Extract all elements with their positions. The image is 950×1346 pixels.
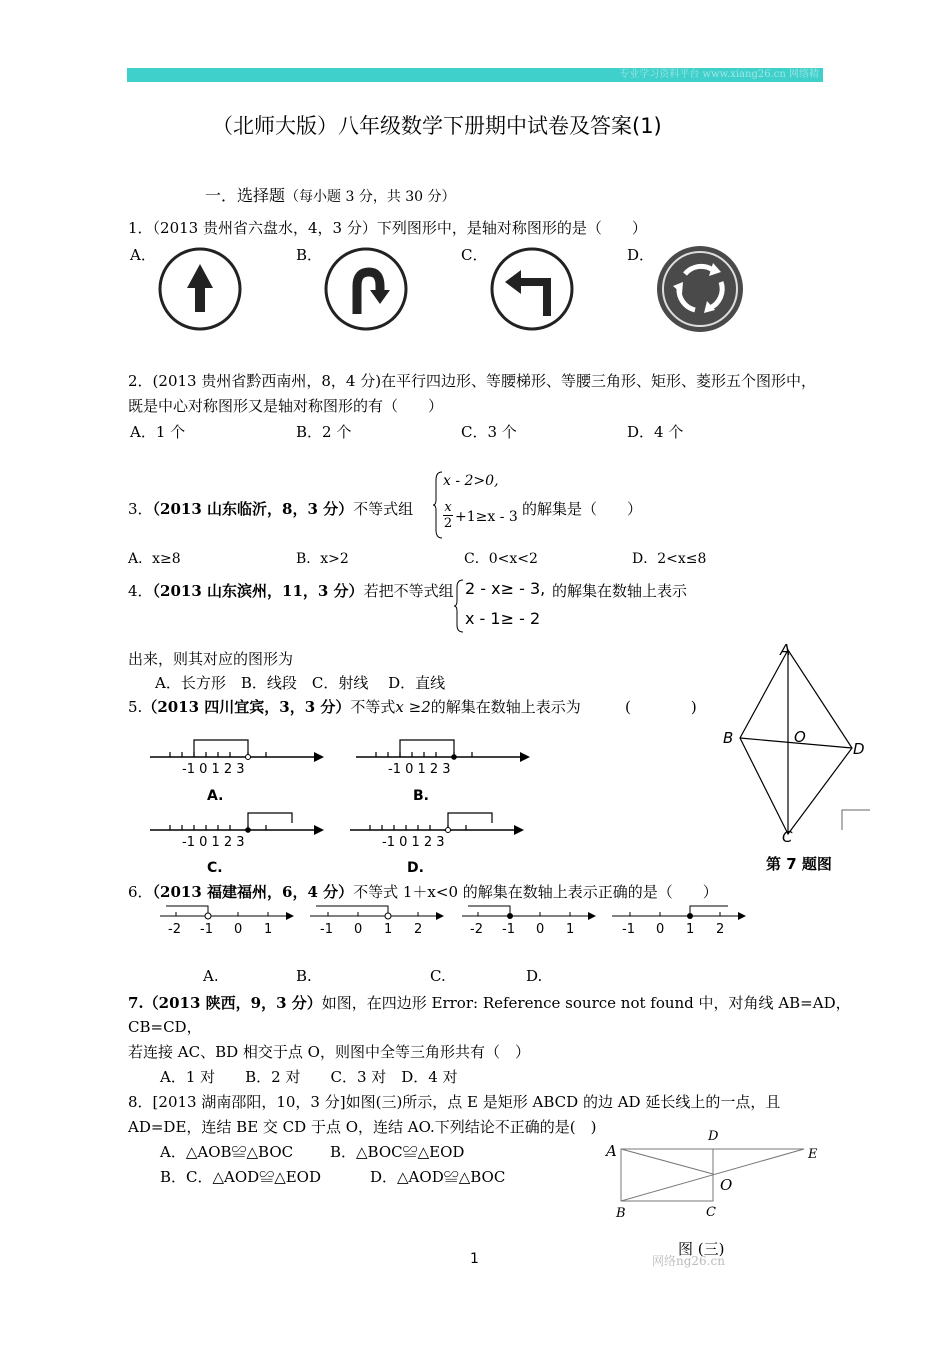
q2-line1: 2．(2013 贵州省黔西南州，8，4 分)在平行四边形、等腰梯形、等腰三角形、矩形、菱形五个图形中， bbox=[128, 372, 817, 390]
q6-label-b: B. bbox=[296, 967, 312, 985]
q8-option-a: A．△AOB≌△BOC bbox=[160, 1143, 294, 1161]
q3-option-b: B．x>2 bbox=[296, 551, 349, 567]
q2-option-c: C．3 个 bbox=[461, 423, 517, 441]
q2-line2: 既是中心对称图形又是轴对称图形的有（ ） bbox=[128, 397, 444, 415]
q4-stem bbox=[128, 580, 454, 601]
q5-source: （2013 四川宜宾，3，3 分） bbox=[142, 698, 351, 716]
q6-d-tick-2: 0 bbox=[656, 922, 665, 937]
fig8-label-d: D bbox=[708, 1129, 719, 1144]
q6-d-tick-1: -1 bbox=[622, 922, 635, 937]
fig8-label-c: C bbox=[706, 1205, 716, 1220]
q8-line1: 8．[2013 湖南邵阳，10，3 分]如图(三)所示，点 E 是矩形 ABCD 的边 AD 延长线上的一点，且 bbox=[128, 1093, 781, 1111]
q5-label-b: B. bbox=[413, 788, 429, 804]
q5-number: 5. bbox=[128, 698, 143, 716]
fig8-label-b: B bbox=[616, 1206, 626, 1221]
q7-number: 7. bbox=[128, 994, 144, 1012]
q2-option-d: D．4 个 bbox=[627, 423, 684, 441]
q8-option-c: B．C．△AOD≌△EOD bbox=[160, 1168, 322, 1186]
q4-middle: 若把不等式组 bbox=[363, 582, 454, 600]
fig8-label-o: O bbox=[720, 1176, 733, 1194]
q4-brace bbox=[453, 578, 465, 634]
q6-c-tick-2: -1 bbox=[502, 922, 515, 937]
q1-text: 1．（2013 贵州省六盘水，4，3 分）下列图形中，是轴对称图形的是（ ） bbox=[128, 219, 647, 237]
q4-suffix: 的解集在数轴上表示 bbox=[552, 582, 688, 600]
q5-stem bbox=[128, 696, 581, 717]
fig7-label-d: D bbox=[853, 740, 865, 758]
u-turn-arrow-sign-icon bbox=[323, 246, 409, 332]
q6-source: （2013 福建福州，6，4 分） bbox=[152, 883, 354, 901]
q3-system-line1: x - 2>0, bbox=[443, 473, 499, 489]
q4-options: A．长方形 B．线段 C．射线 D．直线 bbox=[155, 674, 446, 692]
q8-option-b: B．△BOC≌△EOD bbox=[330, 1143, 465, 1161]
q7-source: （2013 陕西，9，3 分） bbox=[143, 994, 322, 1012]
q6-b-tick-2: 0 bbox=[354, 922, 363, 937]
q6-b-tick-4: 2 bbox=[414, 922, 423, 937]
q7-line3: 若连接 AC、BD 相交于点 O，则图中全等三角形共有（ ） bbox=[128, 1043, 530, 1061]
q6-a-tick-2: -1 bbox=[200, 922, 213, 937]
page-title: （北师大版）八年级数学下册期中试卷及答案(1) bbox=[212, 114, 662, 138]
fig7-label-b: B bbox=[723, 729, 734, 747]
q6-c-tick-3: 0 bbox=[536, 922, 545, 937]
fig7-caption: 第 7 题图 bbox=[766, 855, 832, 873]
q3-fraction-den: 2 bbox=[443, 516, 453, 531]
left-turn-arrow-sign-icon bbox=[489, 246, 575, 332]
fig8-caption: 图 (三) bbox=[678, 1240, 725, 1258]
header-watermark: 专业学习资料平台 www.xiang26.cn 网络精 bbox=[619, 69, 819, 80]
q5-ticks-b: -1 0 1 2 3 bbox=[388, 762, 451, 777]
q4-system-line1: 2 - x≥ - 3, bbox=[465, 579, 546, 598]
q3-option-a: A．x≥8 bbox=[128, 551, 181, 567]
q3-system-line2: +1≥x - 3 bbox=[455, 509, 518, 525]
q6-d-tick-3: 1 bbox=[686, 922, 695, 937]
q3-source: （2013 山东临沂，8，3 分） bbox=[152, 500, 354, 518]
q6-b-tick-3: 1 bbox=[384, 922, 393, 937]
q6-label-d: D. bbox=[526, 967, 543, 985]
q4-system-line2: x - 1≥ - 2 bbox=[465, 609, 541, 628]
q6-text: 不等式 1＋x<0 的解集在数轴上表示正确的是（ ） bbox=[353, 883, 718, 901]
q7-line2: CB=CD， bbox=[128, 1018, 202, 1036]
q5-ticks-d: -1 0 1 2 3 bbox=[382, 835, 445, 850]
q1-option-a: A． bbox=[130, 246, 156, 264]
q6-a-tick-1: -2 bbox=[168, 922, 181, 937]
q5-paren: ( ) bbox=[625, 698, 697, 716]
q3-fraction bbox=[443, 500, 453, 532]
fig7-label-a: A bbox=[780, 641, 791, 659]
q5-label-c: C. bbox=[207, 860, 223, 876]
q8-line2: AD=DE，连结 BE 交 CD 于点 O，连结 AO.下列结论不正确的是( ) bbox=[128, 1118, 597, 1136]
fig8-label-e: E bbox=[808, 1147, 818, 1162]
q7-line1 bbox=[128, 992, 851, 1013]
q5-label-d: D. bbox=[407, 860, 424, 876]
q1-option-d: D． bbox=[627, 246, 655, 264]
q2-option-a: A．1 个 bbox=[130, 423, 186, 441]
q6-label-a: A. bbox=[203, 967, 219, 985]
q6-c-tick-1: -2 bbox=[470, 922, 483, 937]
q2-option-b: B．2 个 bbox=[296, 423, 352, 441]
q1-option-b: B． bbox=[296, 246, 323, 264]
q3-option-d: D．2<x≤8 bbox=[632, 551, 707, 567]
q7-options: A．1 对 B．2 对 C．3 对 D．4 对 bbox=[160, 1068, 458, 1086]
q3-option-c: C．0<x<2 bbox=[464, 551, 538, 567]
fig8-label-a: A bbox=[606, 1142, 617, 1160]
q6-d-tick-4: 2 bbox=[716, 922, 725, 937]
header-bar bbox=[127, 68, 823, 82]
q8-option-d: D．△AOD≌△BOC bbox=[370, 1168, 506, 1186]
q6-stem bbox=[128, 881, 718, 902]
q5-ticks-c: -1 0 1 2 3 bbox=[182, 835, 245, 850]
q4-source: （2013 山东滨州，11，3 分） bbox=[152, 582, 364, 600]
page-number: 1 bbox=[470, 1251, 479, 1267]
q3-suffix: 的解集是（ ） bbox=[522, 500, 643, 518]
q6-c-tick-4: 1 bbox=[566, 922, 575, 937]
straight-arrow-sign-icon bbox=[157, 246, 243, 332]
q6-label-c: C. bbox=[430, 967, 446, 985]
fig7-label-c: C bbox=[782, 828, 793, 846]
q6-a-tick-4: 1 bbox=[264, 922, 273, 937]
section-heading bbox=[205, 183, 456, 206]
q1-option-c: C． bbox=[461, 246, 488, 264]
q4-line2: 出来，则其对应的图形为 bbox=[128, 650, 294, 668]
q3-number: 3． bbox=[128, 500, 153, 518]
roundabout-sign-icon bbox=[655, 244, 745, 334]
fig7-label-o: O bbox=[794, 728, 806, 746]
q6-b-tick-1: -1 bbox=[320, 922, 333, 937]
q3-fraction-num: x bbox=[444, 500, 452, 515]
q5-ticks-a: -1 0 1 2 3 bbox=[182, 762, 245, 777]
section-heading-text: 一．选择题 bbox=[205, 186, 286, 205]
q6-number: 6． bbox=[128, 883, 153, 901]
q5-suffix: 的解集在数轴上表示为 bbox=[430, 698, 581, 716]
q5-label-a: A. bbox=[207, 788, 224, 804]
q3-middle: 不等式组 bbox=[353, 500, 414, 518]
q5-expression: x ≥2 bbox=[395, 698, 431, 716]
q5-middle: 不等式 bbox=[350, 698, 396, 716]
q3-stem bbox=[128, 498, 413, 519]
footer-watermark: 网络ng26.cn bbox=[652, 1254, 725, 1268]
q6-a-tick-3: 0 bbox=[234, 922, 243, 937]
q7-text: 如图，在四边形 Error: Reference source not found 中，对角线 AB=AD， bbox=[321, 994, 851, 1012]
q4-number: 4． bbox=[128, 582, 153, 600]
section-note: （每小题 3 分，共 30 分） bbox=[285, 189, 456, 205]
